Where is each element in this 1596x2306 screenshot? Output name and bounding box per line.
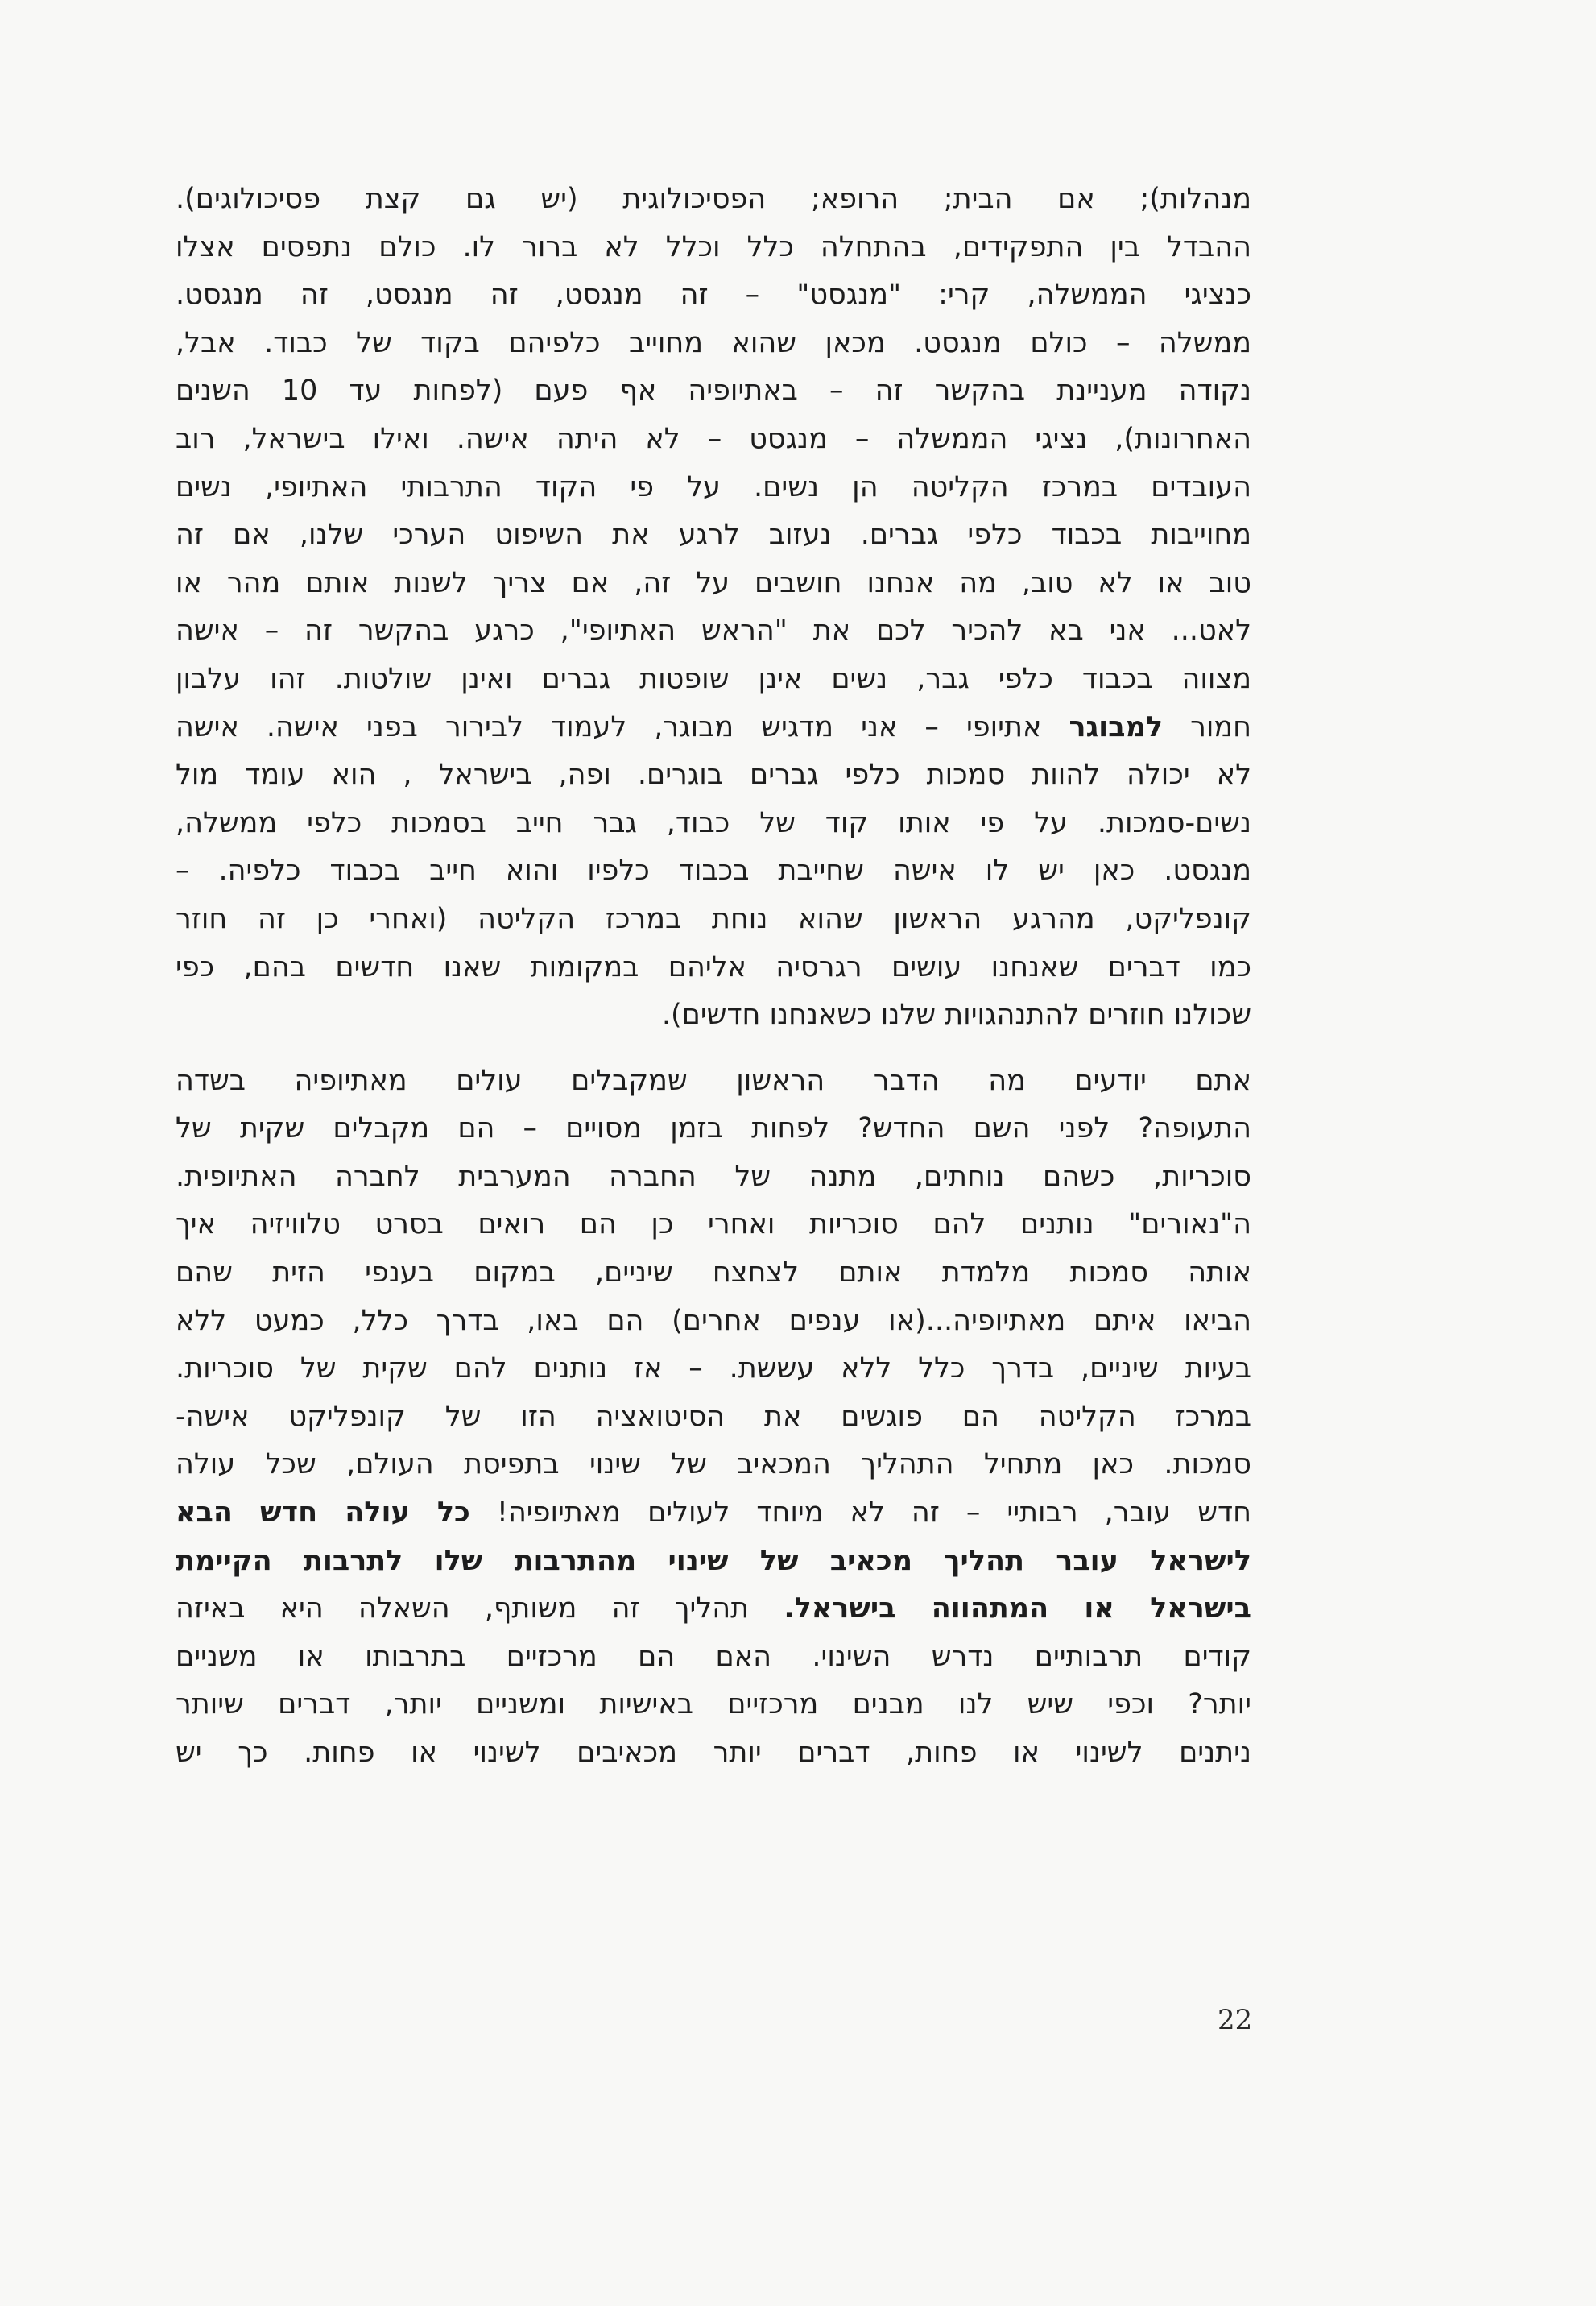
bold-line: לישראל עובר תהליך מכאיב של שינוי מהתרבות שלו לתרבות הקיימת xyxy=(176,1544,1251,1577)
text-run: אתיופי – אני מדגיש מבוגר, לעמוד לבירור בפני אישה. אישה xyxy=(176,710,1069,743)
text-line: נשים-סמכות. על פי אותו קוד של כבוד, גבר חייב בסמכות כלפי ממשלה, xyxy=(176,806,1251,839)
text-line: נקודה מעניינת בהקשר זה – באתיופיה אף פעם (לפחות עד 10 השנים xyxy=(176,375,1251,408)
text-run: חמור xyxy=(1163,710,1252,743)
text-line: כמו דברים שאנחנו עושים רגרסיה אליהם במקומות שאנו חדשים בהם, כפי xyxy=(176,950,1251,983)
text-line: האחרונות), נציגי הממשלה – מנגסט – לא היתה אישה. ואילו בישראל, רוב xyxy=(176,422,1251,455)
text-line: סוכריות, כשהם נוחתים, מתנה של החברה המערבית לחברה האתיופית. xyxy=(176,1160,1251,1193)
text-line: ממשלה – כולם מנגסט. מכאן שהוא מחוייב כלפיהם בקוד של כבוד. אבל, xyxy=(176,326,1251,359)
paragraph-gap xyxy=(176,1040,1251,1058)
text-line: הביאו איתם מאתיופיה...(או ענפים אחרים) הם באו, בדרך כלל, כמעט ללא xyxy=(176,1304,1251,1337)
text-line: מצווה בכבוד כלפי גבר, נשים אינן שופטות גברים ואינן שולטות. זהו עלבון xyxy=(176,662,1251,695)
text-line: במרכז הקליטה הם פוגשים את הסיטואציה הזו של קונפליקט אישה- xyxy=(176,1400,1251,1433)
text-line: ה"נאורים" נותנים להם סוכריות ואחרי כן הם רואים בסרט טלוויזיה איך xyxy=(176,1208,1251,1241)
bold-run: בישראל או המתהווה בישראל. xyxy=(784,1592,1251,1625)
text-line-mixed xyxy=(176,1489,1251,1538)
text-line: מחוייבות בכבוד כלפי גברים. נעזוב לרגע את השיפוט הערכי שלנו, אם זה xyxy=(176,519,1251,552)
text-line: יותר? וכפי שיש לנו מבנים מרכזיים באישיות ומשניים יותר, דברים שיותר xyxy=(176,1688,1251,1721)
text-line: סמכות. כאן מתחיל התהליך המכאיב של שינוי בתפיסת העולם, שכל עולה xyxy=(176,1448,1251,1481)
text-line-mixed xyxy=(176,704,1251,752)
text-line: העובדים במרכז הקליטה הן נשים. על פי הקוד התרבותי האתיופי, נשים xyxy=(176,470,1251,503)
text-line: קודים תרבותיים נדרש השינוי. האם הם מרכזיים בתרבותו או משניים xyxy=(176,1640,1251,1673)
page-number: 22 xyxy=(1218,2004,1253,2036)
bold-run: כל עולה חדש הבא xyxy=(176,1497,470,1530)
text-run: תהליך זה משותף, השאלה היא באיזה xyxy=(176,1592,784,1625)
text-line: ניתנים לשינוי או פחות, דברים יותר מכאיבים לשינוי או פחות. כך יש xyxy=(176,1737,1251,1769)
text-line: מנגסט. כאן יש לו אישה שחייבת בכבוד כלפיו והוא חייב בכבוד כלפיה. – xyxy=(176,855,1251,888)
text-line: לא יכולה להוות סמכות כלפי גברים בוגרים. ופה, בישראל , הוא עומד מול xyxy=(176,759,1251,792)
text-line: מנהלות); אם הבית; הרופא; הפסיכולוגית (יש גם קצת פסיכולוגים). xyxy=(176,183,1251,215)
text-line: התעופה? לפני השם החדש? לפחות בזמן מסויים – הם מקבלים שקית של xyxy=(176,1112,1251,1145)
text-line: בעיות שיניים, בדרך כלל ללא עששת. – אז נותנים להם שקית של סוכריות. xyxy=(176,1352,1251,1385)
bold-run: למבוגר xyxy=(1069,710,1164,743)
text-line: אותה סמכות מלמדת אותם לצחצח שיניים, במקום בענפי הזית שהם xyxy=(176,1257,1251,1290)
paragraph-2 xyxy=(176,1058,1251,1778)
text-run: חדש עובר, רבותיי – זה לא מיוחד לעולים מאתיופיה! xyxy=(469,1497,1251,1530)
text-line: אתם יודעים מה הדבר הראשון שמקבלים עולים מאתיופיה בשדה xyxy=(176,1064,1251,1097)
paragraph-1 xyxy=(176,176,1251,1040)
text-line-mixed xyxy=(176,1585,1251,1633)
text-line: טוב או לא טוב, מה אנחנו חושבים על זה, אם צריך לשנות אותם מהר או xyxy=(176,566,1251,599)
text-line: שכולנו חוזרים להתנהגויות שלנו כשאנחנו חדשים). xyxy=(661,999,1251,1032)
text-line: לאט... אני בא להכיר לכם את "הראש האתיופי", כרגע בהקשר זה – אישה xyxy=(176,615,1251,648)
text-line: כנציגי הממשלה, קרי: "מנגסט" – זה מנגסט, זה מנגסט, זה מנגסט. xyxy=(176,279,1251,312)
text-line: ההבדל בין התפקידים, בהתחלה כלל וכלל לא ברור לו. כולם נתפסים אצלו xyxy=(176,230,1251,263)
text-line: קונפליקט, מהרגע הראשון שהוא נוחת במרכז הקליטה (ואחרי כן זה חוזר xyxy=(176,902,1251,935)
page-text xyxy=(176,176,1251,1778)
